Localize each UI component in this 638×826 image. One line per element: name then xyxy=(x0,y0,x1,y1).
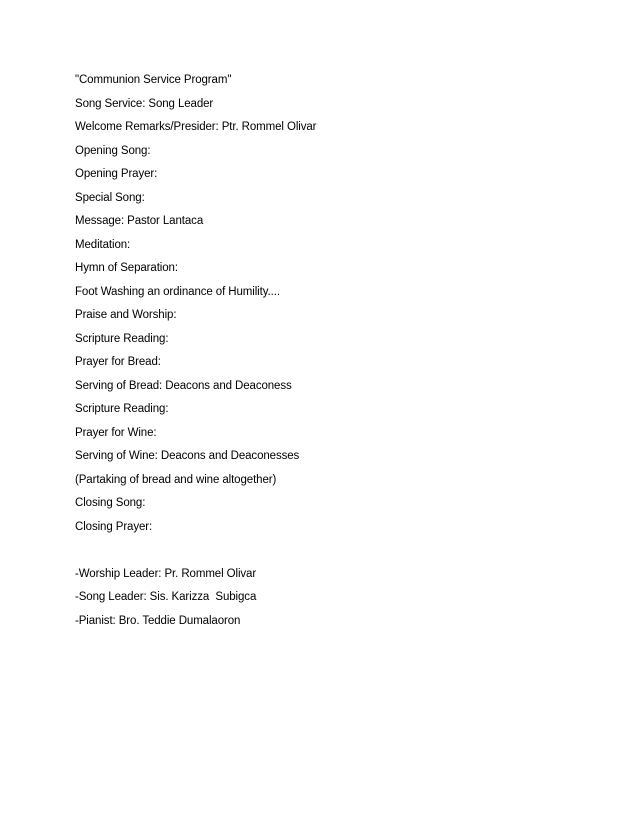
program-line-message: Message: Pastor Lantaca xyxy=(75,215,204,227)
program-line-opening-prayer: Opening Prayer: xyxy=(75,168,158,180)
leader-line-song-leader: -Song Leader: Sis. Karizza Subigca xyxy=(75,591,257,603)
program-line-serving-of-bread: Serving of Bread: Deacons and Deaconess xyxy=(75,379,292,392)
program-line-prayer-for-bread: Prayer for Bread: xyxy=(75,356,161,368)
program-line-opening-song: Opening Song: xyxy=(75,144,151,157)
program-line-foot-washing: Foot Washing an ordinance of Humility.... xyxy=(75,285,280,298)
program-line-closing-song: Closing Song: xyxy=(75,497,146,509)
program-line-scripture-reading: Scripture Reading: xyxy=(75,332,169,345)
program-line-welcome-remarks: Welcome Remarks/Presider: Ptr. Rommel Olivar xyxy=(75,121,317,133)
program-title: "Communion Service Program" xyxy=(75,74,232,86)
document-body xyxy=(75,73,595,637)
leader-line-worship-leader: -Worship Leader: Pr. Rommel Olivar xyxy=(75,567,257,580)
program-line-special-song: Special Song: xyxy=(75,191,145,204)
program-line-praise-and-worship: Praise and Worship: xyxy=(75,309,177,321)
program-line-meditation: Meditation: xyxy=(75,238,131,251)
program-line-hymn-of-separation: Hymn of Separation: xyxy=(75,262,178,274)
blank-line xyxy=(75,543,595,567)
program-line-prayer-for-wine: Prayer for Wine: xyxy=(75,426,157,439)
program-line-serving-of-wine: Serving of Wine: Deacons and Deaconesses xyxy=(75,450,300,462)
program-line-partaking-note: (Partaking of bread and wine altogether) xyxy=(75,473,277,486)
program-line-closing-prayer: Closing Prayer: xyxy=(75,520,153,533)
leader-line-pianist: -Pianist: Bro. Teddie Dumalaoron xyxy=(75,614,241,627)
program-line-song-service: Song Service: Song Leader xyxy=(75,97,214,110)
program-line-scripture-reading-2: Scripture Reading: xyxy=(75,403,169,415)
